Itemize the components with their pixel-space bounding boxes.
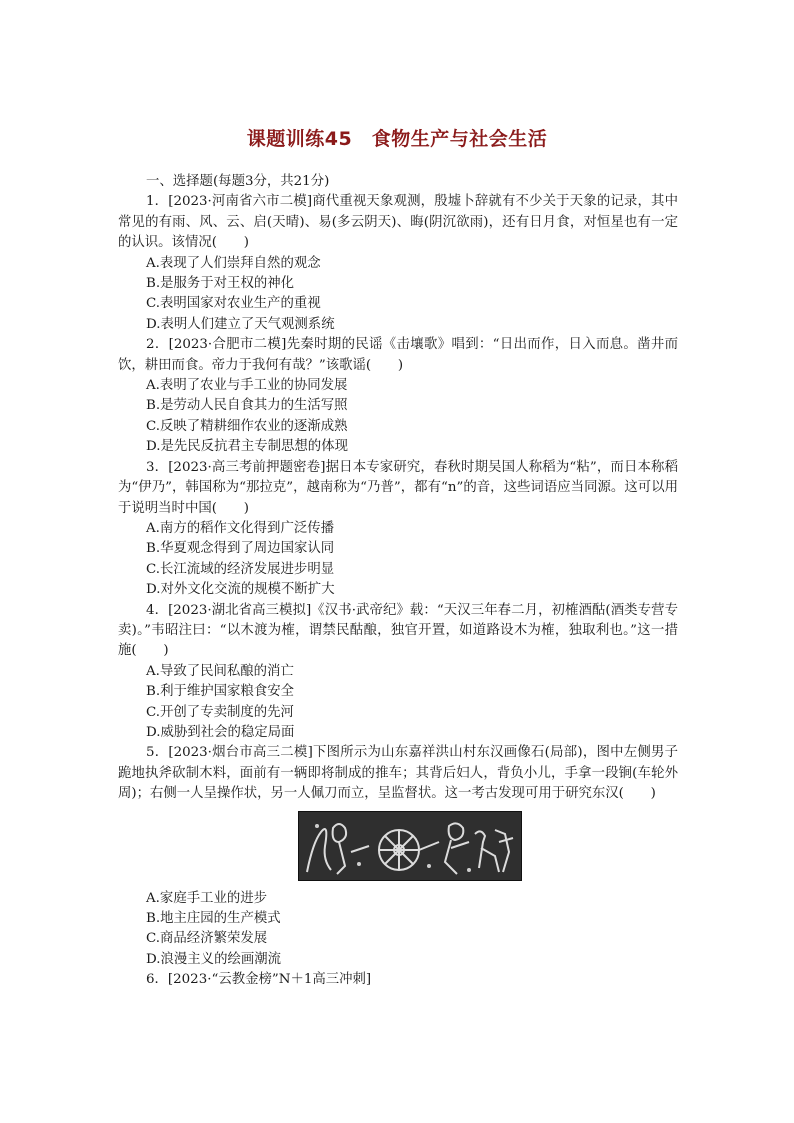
exercise-body	[118, 172, 678, 991]
option-b: B.利于维护国家粮食安全	[146, 684, 295, 700]
option-c: C.商品经济繁荣发展	[146, 931, 268, 947]
option-a: A.导致了民间私酿的消亡	[146, 663, 294, 679]
option-c: C.表明国家对农业生产的重视	[146, 296, 321, 312]
option-d: D.表明人们建立了天气观测系统	[146, 316, 335, 332]
option-a: A.表明了农业与手工业的协同发展	[146, 378, 348, 394]
page-title: 课题训练45 食物生产与社会生活	[246, 128, 548, 150]
section-heading: 一、选择题(每题3分，共21分)	[146, 174, 330, 189]
question-4	[118, 601, 678, 744]
option-c: C.开创了专卖制度的先河	[146, 704, 294, 720]
option-a: A.表现了人们崇拜自然的观念	[146, 255, 321, 271]
option-a: A.南方的稻作文化得到广泛传播	[146, 520, 335, 536]
option-d: D.对外文化交流的规模不断扩大	[146, 582, 335, 598]
question-2	[118, 335, 678, 457]
option-a: A.家庭手工业的进步	[146, 890, 268, 906]
option-c: C.反映了精耕细作农业的逐渐成熟	[146, 418, 348, 434]
option-b: B.地主庄园的生产模式	[146, 911, 281, 926]
question-3	[118, 458, 678, 601]
question-stem: 4．[2023·湖北省高三模拟]《汉书·武帝纪》载：“天汉三年春二月，初榷酒酤(酒类专营专卖)。”韦昭注曰：“以木渡为榷，谓禁民酤酿，独官开置，如道路设木为榷，独取利也。”这一措施( )	[118, 602, 678, 659]
question-stem: 5．[2023·烟台市高三二模]下图所示为山东嘉祥洪山村东汉画像石(局部)，图中左侧男子跪地执斧砍制木料，面前有一辆即将制成的推车；其背后妇人，背负小儿，手拿一段锏(车轮外周)；右侧一人呈操作状，另一人佩刀而立，呈监督状。这一考古发现可用于研究东汉( )	[118, 745, 678, 802]
question-1	[118, 192, 678, 335]
stone-relief-rubbing-icon	[299, 812, 521, 880]
question-stem: 1．[2023·河南省六市二模]商代重视天象观测，殷墟卜辞就有不少关于天象的记录，其中常见的有雨、风、云、启(天晴)、易(多云阴天)、晦(阴沉欲雨)，还有日月食，对恒星也有一定的认识。该情况( )	[118, 194, 678, 251]
question-stem: 3．[2023·高三考前押题密卷]据日本专家研究，春秋时期吴国人称稻为“粘”，而日本称稻为“伊乃”，韩国称为“那拉克”，越南称为“乃普”，都有“n”的音，这些词语应当同源。这可以用于说明当时中国( )	[118, 459, 678, 516]
stone-relief-image	[298, 811, 522, 881]
option-b: B.是劳动人民自食其力的生活写照	[146, 398, 348, 414]
question-5	[118, 743, 678, 970]
option-c: C.长江流域的经济发展进步明显	[146, 561, 335, 577]
option-d: D.威胁到社会的稳定局面	[146, 724, 295, 740]
question-6: 6．[2023·“云教金榜”N＋1高三冲刺]	[146, 972, 372, 988]
option-b: B.华夏观念得到了周边国家认同	[146, 541, 335, 557]
question-stem: 2．[2023·合肥市二模]先秦时期的民谣《击壤歌》唱到：“日出而作，日入而息。凿井而饮，耕田而食。帝力于我何有哉？”该歌谣( )	[118, 337, 678, 373]
option-b: B.是服务于对王权的神化	[146, 276, 295, 292]
option-d: D.是先民反抗君主专制思想的体现	[146, 439, 348, 455]
option-d: D.浪漫主义的绘画潮流	[146, 951, 282, 967]
